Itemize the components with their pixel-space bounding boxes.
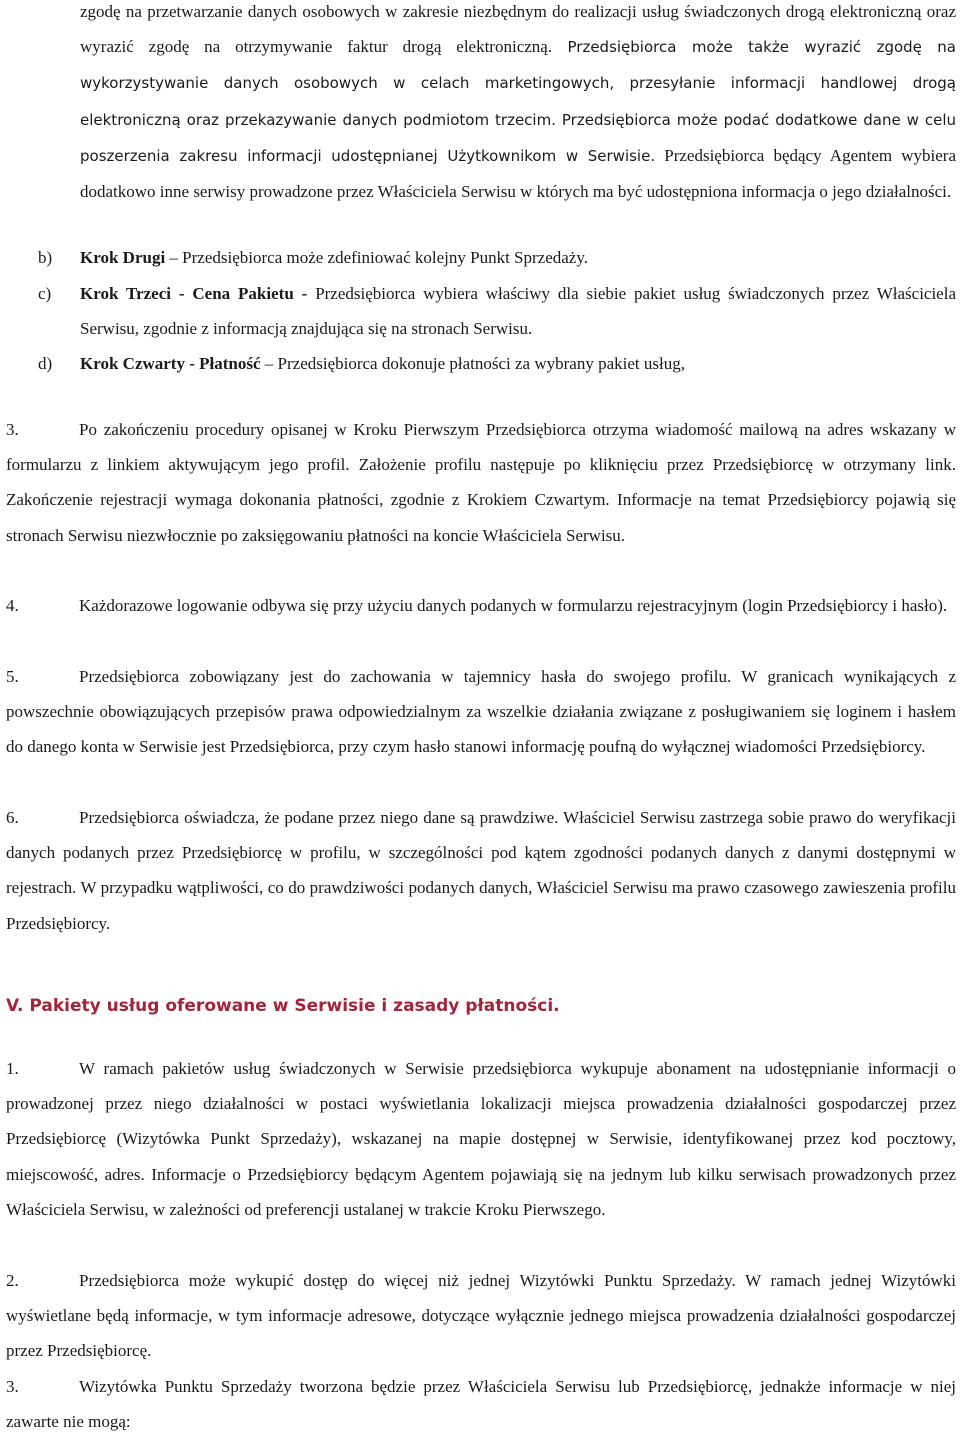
- step-body: – Przedsiębiorca dokonuje płatności za wybrany pakiet usług,: [260, 354, 685, 373]
- point-number: 3.: [6, 1377, 19, 1396]
- point-text: Po zakończeniu procedury opisanej w Kroku Pierwszym Przedsiębiorca otrzyma wiadomość mailową na adres wskazany w formularzu z linkiem aktywującym jego profil. Założenie profilu następuje po kliknięciu przez Przedsiębiorcę w otrzymany link. Zakończenie rejestracji wymaga dokonania płatności, zgodnie z Krokiem Czwartym. Informacje na temat Przedsiębiorcy pojawią się stronach Serwisu niezwłocznie po zaksięgowaniu płatności na koncie Właściciela Serwisu.: [6, 420, 956, 545]
- intro-text-3: Przedsiębiorca będący Agentem wybiera dodatkowo inne serwisy prowadzone przez Właściciela Serwisu w których ma być udostępniona informacja o jego działalności.: [80, 145, 956, 202]
- point-text: Przedsiębiorca może wykupić dostęp do więcej niż jednej Wizytówki Punktu Sprzedaży. W ramach jednej Wizytówki wyświetlane będą informacje, w tym informacje adresowe, dotyczące wyłącznie jednego miejsca prowadzenia działalności gospodarczej przez Przedsiębiorcę.: [6, 1271, 956, 1361]
- step-text: [80, 276, 956, 346]
- step-title: Krok Trzeci - Cena Pakietu -: [80, 284, 308, 303]
- point-text: Przedsiębiorca zobowiązany jest do zachowania w tajemnicy hasła do swojego profilu. W granicach wynikających z powszechnie obowiązujących przepisów prawa odpowiedzialnym za wszelkie działania związane z posługiwaniem się loginem i hasłem do danego konta w Serwisie jest Przedsiębiorca, przy czym hasło stanowi informację poufną do wyłącznej wiadomości Przedsiębiorcy.: [6, 667, 956, 757]
- intro-text-1: zgodę na przetwarzanie danych osobowych w zakresie niezbędnym do realizacji usług świadczonych drogą elektroniczną oraz wyrazić zgodę na otrzymywanie faktur drogą elektroniczną.: [80, 2, 956, 57]
- section-point-2: [6, 1263, 956, 1369]
- point-number: 5.: [6, 667, 19, 686]
- point-text: Wizytówka Punktu Sprzedaży tworzona będzie przez Właściciela Serwisu lub Przedsiębiorcę, jednakże informacje w niej zawarte nie mogą:: [6, 1377, 956, 1432]
- point-5: [6, 659, 956, 765]
- step-body: Przedsiębiorca wybiera właściwy dla siebie pakiet usług świadczonych przez Właściciela Serwisu, zgodnie z informacją znajdująca się na stronach Serwisu.: [80, 284, 956, 339]
- section-point-1: [6, 1051, 956, 1227]
- point-number: 4.: [6, 596, 19, 615]
- point-text: Przedsiębiorca oświadcza, że podane przez niego dane są prawdziwe. Właściciel Serwisu zastrzega sobie prawo do weryfikacji danych podanych przez Przedsiębiorcę w profilu, w szczególności pod kątem zgodności podanych danych z danymi dostępnymi w rejestrach. W przypadku wątpliwości, co do prawdziwości podanych danych, Właściciel Serwisu ma prawo czasowego zawieszenia profilu Przedsiębiorcy.: [6, 808, 956, 933]
- point-text: Każdorazowe logowanie odbywa się przy użyciu danych podanych w formularzu rejestracyjnym (login Przedsiębiorcy i hasło).: [79, 596, 948, 615]
- step-label: b): [38, 248, 53, 267]
- point-number: 2.: [6, 1271, 19, 1290]
- step-text: [80, 346, 956, 381]
- step-body: – Przedsiębiorca może zdefiniować kolejny Punkt Sprzedaży.: [165, 248, 588, 267]
- step-title: Krok Drugi: [80, 248, 166, 267]
- point-4: [6, 588, 956, 623]
- point-number: 3.: [6, 420, 19, 439]
- intro-text-2: Przedsiębiorca może także wyrazić zgodę na wykorzystywanie danych osobowych w celach marketingowych, przesyłanie informacji handlowej drogą elektroniczną oraz przekazywanie danych podmiotom trzecim. Przedsiębiorca może podać dodatkowe dane w celu poszerzenia zakresu informacji udostępnianej Użytkownikom w Serwisie.: [80, 38, 956, 165]
- section-heading: V. Pakiety usług oferowane w Serwisie i zasady płatności.: [6, 996, 560, 1016]
- point-6: [6, 800, 956, 941]
- point-number: 6.: [6, 808, 19, 827]
- point-text: W ramach pakietów usług świadczonych w Serwisie przedsiębiorca wykupuje abonament na udostępnianie informacji o prowadzonej przez niego działalności w postaci wyświetlania lokalizacji miejsca prowadzenia działalności gospodarczej przez Przedsiębiorcę (Wizytówka Punkt Sprzedaży), wskazanej na mapie dostępnej w Serwisie, identyfikowanej przez kod pocztowy, miejscowość, adres. Informacje o Przedsiębiorcy będącym Agentem pojawiają się na jednym lub kilku serwisach prowadzonych przez Właściciela Serwisu, w zależności od preferencji ustalanej w trakcie Kroku Pierwszego.: [6, 1059, 956, 1219]
- point-number: 1.: [6, 1059, 19, 1078]
- step-label: c): [38, 284, 52, 303]
- step-b: [6, 240, 956, 275]
- section-point-3: [6, 1369, 956, 1439]
- step-label: d): [38, 354, 53, 373]
- step-text: [80, 240, 956, 275]
- step-c: [6, 276, 956, 346]
- step-d: [6, 346, 956, 381]
- step-title: Krok Czwarty - Płatność: [80, 354, 261, 373]
- intro-paragraph: [80, 0, 956, 209]
- point-3: [6, 412, 956, 553]
